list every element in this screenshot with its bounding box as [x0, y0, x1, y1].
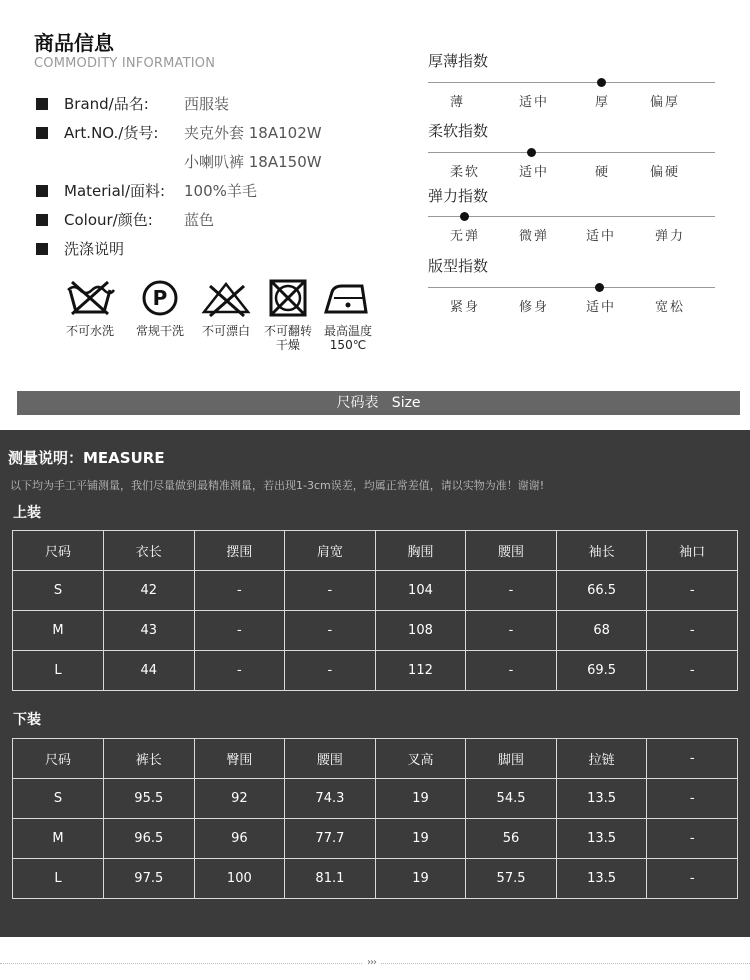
info-value: 蓝色: [184, 211, 215, 229]
table-cell: 13.5: [556, 779, 647, 819]
index-title: 柔软指数: [428, 122, 489, 140]
bottom-size-table: [12, 738, 738, 899]
info-value: 西服装: [184, 95, 230, 113]
index-title: 版型指数: [428, 257, 489, 275]
table-row: [13, 779, 738, 819]
table-cell: S: [13, 571, 104, 611]
table-header-cell: 臀围: [194, 739, 285, 779]
table-cell: 54.5: [466, 779, 557, 819]
index-scale-line: [428, 152, 715, 153]
table-cell: 42: [104, 571, 195, 611]
table-cell: L: [13, 859, 104, 899]
info-label: Brand/品名:: [64, 95, 149, 113]
table-row: [13, 819, 738, 859]
table-header-cell: 摆围: [194, 531, 285, 571]
care-instructions: [60, 278, 390, 358]
table-cell: 95.5: [104, 779, 195, 819]
table-row: [13, 611, 738, 651]
table-cell: -: [466, 651, 557, 691]
table-cell: -: [647, 571, 738, 611]
table-header-cell: -: [647, 739, 738, 779]
index-title: 弹力指数: [428, 187, 489, 205]
info-value: 夹克外套 18A102W: [184, 124, 322, 142]
table-cell: 74.3: [285, 779, 376, 819]
index-scale-line: [428, 287, 715, 288]
table-cell: -: [466, 571, 557, 611]
index-option: 柔软: [450, 165, 481, 180]
care-label: 不可水洗: [65, 324, 114, 338]
index-option: 硬: [595, 165, 611, 180]
table-header-row: [13, 739, 738, 779]
table-cell: 100: [194, 859, 285, 899]
care-label: 不可翻转: [263, 324, 312, 338]
care-label: 150℃: [329, 338, 367, 352]
index-fit: [428, 255, 718, 320]
care-label: 最高温度: [323, 324, 372, 338]
table-cell: 13.5: [556, 819, 647, 859]
table-cell: -: [194, 651, 285, 691]
bullet-icon: [36, 127, 48, 139]
care-item: [318, 278, 378, 352]
bullet-icon: [36, 98, 48, 110]
page-title: 商品信息: [34, 31, 114, 55]
info-label: 洗涤说明: [64, 240, 125, 258]
footer-arrows-icon: ›››: [362, 957, 381, 968]
table-row: [13, 571, 738, 611]
table-header-cell: 腰围: [285, 739, 376, 779]
table-cell: 66.5: [556, 571, 647, 611]
care-item: [130, 278, 190, 338]
table-cell: -: [466, 611, 557, 651]
table-header-cell: 尺码: [13, 531, 104, 571]
table-header-cell: 脚围: [466, 739, 557, 779]
no-wash-icon: [64, 278, 116, 318]
table-row: [13, 651, 738, 691]
index-option: 修身: [519, 300, 550, 315]
table-cell: 92: [194, 779, 285, 819]
table-header-cell: 衣长: [104, 531, 195, 571]
measure-note: 以下均为手工平铺测量，我们尽量做到最精准测量，若出现1-3cm误差，均属正常差值，请以实物为准！谢谢!: [10, 479, 545, 492]
bottom-table-title: 下装: [13, 712, 41, 728]
table-header-cell: 叉高: [375, 739, 466, 779]
dry-clean-p-icon: [134, 278, 186, 318]
index-elasticity: [428, 185, 718, 250]
table-row: [13, 859, 738, 899]
index-option: 适中: [586, 229, 617, 244]
table-cell: 13.5: [556, 859, 647, 899]
table-cell: 77.7: [285, 819, 376, 859]
care-item: [60, 278, 120, 338]
table-header-cell: 胸围: [375, 531, 466, 571]
table-cell: 96.5: [104, 819, 195, 859]
index-option: 适中: [519, 165, 550, 180]
care-label: 干燥: [275, 338, 300, 352]
table-cell: -: [285, 651, 376, 691]
index-option: 适中: [519, 95, 550, 110]
table-cell: 56: [466, 819, 557, 859]
measure-title: 测量说明：MEASURE: [8, 449, 165, 467]
index-option: 弹力: [655, 229, 686, 244]
table-header-cell: 尺码: [13, 739, 104, 779]
table-cell: L: [13, 651, 104, 691]
table-cell: -: [647, 611, 738, 651]
table-cell: -: [647, 859, 738, 899]
iron-icon: [322, 278, 374, 318]
top-table-title: 上装: [13, 505, 41, 521]
index-marker: [595, 283, 604, 292]
table-header-cell: 袖长: [556, 531, 647, 571]
index-title: 厚薄指数: [428, 52, 489, 70]
table-cell: M: [13, 611, 104, 651]
care-item: [196, 278, 256, 338]
size-chart-header: 尺码表 Size: [17, 391, 740, 415]
index-marker: [597, 78, 606, 87]
index-option: 微弹: [519, 229, 550, 244]
table-cell: 112: [375, 651, 466, 691]
table-cell: 96: [194, 819, 285, 859]
no-tumble-dry-icon: [262, 278, 314, 318]
index-option: 偏厚: [650, 95, 681, 110]
index-marker: [460, 212, 469, 221]
bullet-icon: [36, 185, 48, 197]
table-cell: 68: [556, 611, 647, 651]
index-option: 宽松: [655, 300, 686, 315]
table-cell: 43: [104, 611, 195, 651]
table-cell: -: [194, 611, 285, 651]
table-header-cell: 腰围: [466, 531, 557, 571]
table-header-cell: 袖口: [647, 531, 738, 571]
table-header-row: [13, 531, 738, 571]
index-thickness: [428, 50, 718, 115]
info-label: Art.NO./货号:: [64, 124, 159, 142]
care-label: 不可漂白: [201, 324, 250, 338]
index-option: 紧身: [450, 300, 481, 315]
no-bleach-icon: [200, 278, 252, 318]
care-label: 常规干洗: [135, 324, 184, 338]
table-header-cell: 裤长: [104, 739, 195, 779]
table-cell: 19: [375, 779, 466, 819]
table-cell: -: [285, 571, 376, 611]
info-label: Material/面料:: [64, 182, 166, 200]
svg-text:P: P: [152, 286, 168, 310]
index-scale-line: [428, 82, 715, 83]
page-subtitle: COMMODITY INFORMATION: [34, 56, 216, 71]
info-label: Colour/颜色:: [64, 211, 153, 229]
table-cell: -: [647, 779, 738, 819]
table-cell: 19: [375, 859, 466, 899]
measure-panel: [0, 430, 750, 937]
table-cell: 97.5: [104, 859, 195, 899]
info-value: 小喇叭裤 18A150W: [184, 153, 322, 171]
index-scale-line: [428, 216, 715, 217]
index-option: 薄: [450, 95, 466, 110]
index-softness: [428, 120, 718, 185]
table-header-cell: 拉链: [556, 739, 647, 779]
bullet-icon: [36, 243, 48, 255]
table-cell: 104: [375, 571, 466, 611]
index-option: 无弹: [450, 229, 481, 244]
care-item: [258, 278, 318, 352]
index-option: 厚: [595, 95, 611, 110]
table-cell: -: [285, 611, 376, 651]
index-option: 偏硬: [650, 165, 681, 180]
table-cell: M: [13, 819, 104, 859]
table-cell: 57.5: [466, 859, 557, 899]
top-size-table: [12, 530, 738, 691]
table-cell: 81.1: [285, 859, 376, 899]
table-header-cell: 肩宽: [285, 531, 376, 571]
bullet-icon: [36, 214, 48, 226]
table-cell: 69.5: [556, 651, 647, 691]
table-cell: -: [194, 571, 285, 611]
table-cell: -: [647, 819, 738, 859]
table-cell: -: [647, 651, 738, 691]
table-cell: S: [13, 779, 104, 819]
table-cell: 19: [375, 819, 466, 859]
table-cell: 108: [375, 611, 466, 651]
index-option: 适中: [586, 300, 617, 315]
info-value: 100%羊毛: [184, 182, 257, 200]
table-cell: 44: [104, 651, 195, 691]
index-marker: [527, 148, 536, 157]
